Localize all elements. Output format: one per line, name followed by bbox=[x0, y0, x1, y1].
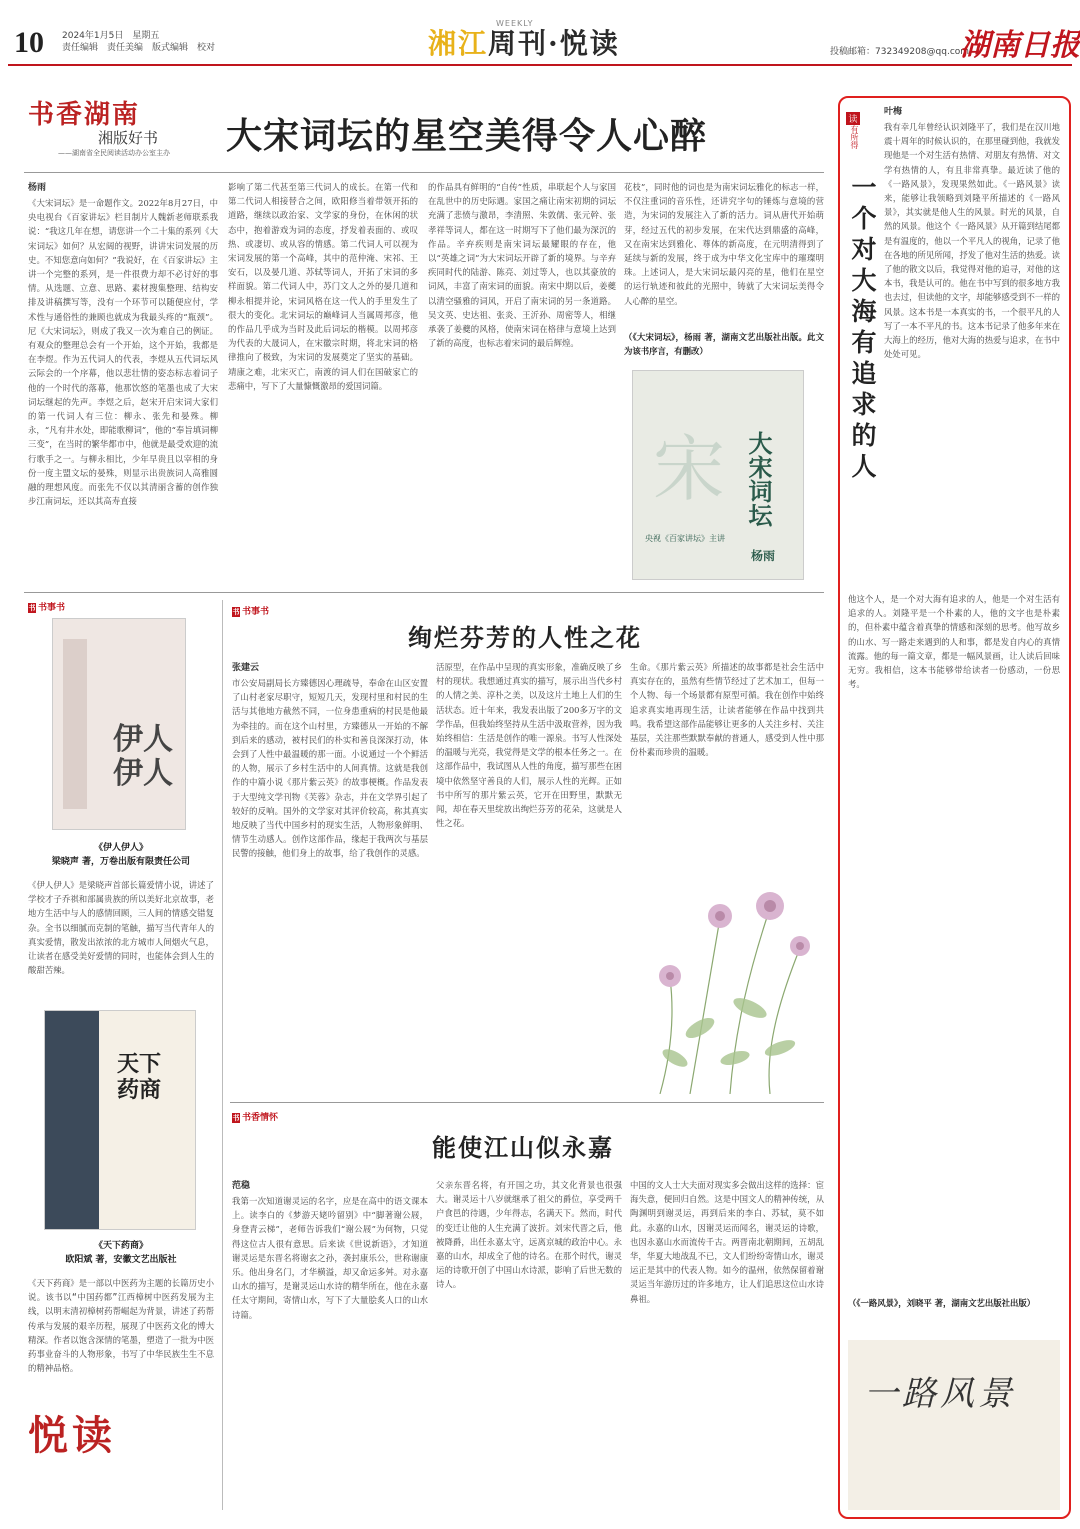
article1-col1: 《大宋词坛》是一命题作文。2022年8月27日，中央电视台《百家讲坛》栏目制片人魏新老师联系我说：“我这几年在想，请您讲一个二十集的系列《大宋词坛》如何？从宏阔的视野，讲讲宋词发展的历史。不知您意向如何？”我说好，在《百家讲坛》主讲一个完整的系列，是一件很费力却不必讨好的事情。从选题、立意、思路、素材搜集整理、结构安排及讲稿撰写等，没有一个环节可以随便应付，学术性与通俗性的兼顾也就成为我最头疼的“瓶颈”。尼《大宋词坛》，则成了我又一次为难自己的例证。有观众的整理总会有一个开始，这个开始，我都是在李煜。作为五代词人的代表，李煜从五代词坛风云际会的一个序幕，他以悲壮情的姿态标志着词子他的一个时代的落幕，他那饮悠的笔墨也成了大宋词坛继起的先声。李煜之后，赵宋开启宋词大家们的第一代词人有三位：柳永、张先和晏殊。柳永，“凡有井水处，即能歌柳词”，他的“奉旨填词柳三变”，在当时的繁华都市中，他就是最受欢迎的流行歌手之一。与柳永相比，少年早贵且以宰相的身份一度主盟文坛的晏殊，则显示出贵族词人高雅圆融的理想风度。而张先不仅以其清丽含蓄的创作独步江南词坛，还以其高寿直接 bbox=[28, 198, 218, 507]
book2-caption-pub: 欧阳斌 著，安徽文艺出版社 bbox=[65, 1255, 177, 1265]
article4-tag-b: 有所得 bbox=[850, 125, 859, 149]
article1-col4: 花枝”，同时他的词也是为南宋词坛雅化的标志一样，不仅注重词的音乐性，还讲究字句的锤炼与意境的营造，为宋词的发展注入了新的活力。词从唐代开始萌芽，经过五代的初步发展，在宋代达到鼎盛的高峰，又在南宋达到雅化、尊体的新高度，在元明清得到了延续与新的发展，终于成为中华文化宝库中的璀璨明珠。上述词人，是大宋词坛最闪亮的星，他们在星空的运行轨迹和彼此的光照中，铸就了大宋词坛美得令人心醉的星空。 bbox=[624, 182, 824, 306]
book-cover-dasong-glyph: 宋 bbox=[653, 427, 726, 511]
book-cover-yaoshang-band bbox=[45, 1011, 99, 1229]
article4-tag-a: 读 bbox=[846, 112, 860, 125]
article2-bottom-rule bbox=[230, 1102, 824, 1103]
reading-logo-sub: 湘版好书 bbox=[98, 129, 159, 147]
book-cover-yilu-title: 一路风景 bbox=[864, 1374, 1016, 1414]
header-contact: 投稿邮箱：732349208@qq.com bbox=[830, 47, 970, 57]
article2-byline: 张建云 bbox=[232, 663, 260, 673]
article1-byline: 杨雨 bbox=[28, 183, 47, 193]
article3-headline: 能使江山似永嘉 bbox=[432, 1133, 614, 1162]
book-cover-dasong bbox=[632, 370, 804, 580]
article3-col1: 我第一次知道谢灵运的名字，应是在高中的语文课本上。读李白的《梦游天姥吟留别》中“脚著谢公屐，身登青云梯”，老师告诉我们“谢公屐”为何物，只觉得这位古人很有意思。后来读《世说新语》，才知道谢灵运是东晋名将谢玄之孙，袭封康乐公，世称谢康乐。他出身名门，才华横溢，却又命运多舛。对永嘉山水的描写，是谢灵运山水诗的精华所在，他在永嘉任太守期间，寄情山水，写下了大量脍炙人口的山水诗篇。 bbox=[232, 1196, 428, 1320]
article2-col1: 市公安局副局长方臻德因心理疏导，奉命在山区安置了山村老家尽职守，短短几天，发现村里和村民的生活与其他地方截然不同，一位身患重病的村民是他最为牵挂的。而在这个山村里，方臻德从一开始的不解到后来的感动，被村民们的朴实和善良深深打动，体会到了人性中最温暖的那一面。小说通过一个个鲜活的人物，展示了乡村生活中的人间真情。这就是我创作的中篇小说《那片紫云英》的故事梗概。作品发表于大型纯文学刊物《芙蓉》杂志，并在文学界引起了较好的反响。国外的文学家对其评价较高，称其真实地反映了当代中国乡村的现实生活，人物形象鲜明、情节生动感人。创作这部作品，缘起于我两次与基层民警的接触，他们身上的故事，给了我创作的灵感。 bbox=[232, 678, 428, 859]
article3-col3: 中国的文人士大夫面对现实多会做出这样的选择：宦海失意，便回归自然。这是中国文人的精神传统，从陶渊明到谢灵运，再到后来的李白、苏轼，莫不如此。永嘉的山水，因谢灵运而闻名，谢灵运的诗歌，也因永嘉山水而流传千古。两晋南北朝期间，五胡乱华，华夏大地战乱不已，文人们纷纷寄情山水，谢灵运正是其中的代表人物。如今的温州，依然保留着谢灵运当年游历过的许多地方，让人们追思这位山水诗鼻祖。 bbox=[630, 1180, 824, 1304]
flower-illustration-svg bbox=[630, 858, 826, 1094]
yuedu-footer-text: 悦读 bbox=[28, 1412, 116, 1459]
article1-col3: 的作品具有鲜明的“自传”性质，串联起个人与家国在乱世中的历史际遇。家国之痛让南宋初期的词坛充满了悲愤与激昂，李清照、朱敦儒、张元幹、张孝祥等词人，都在这一时期写下了他们最为深沉的作品。辛弃疾则是南宋词坛最耀眼的存在，他以“英雄之词”为大宋词坛开辟了新的境界。与辛弃疾同时代的陆游、陈亮、刘过等人，也以其豪放的词风，丰富了南宋词的面貌。南宋中期以后，姜夔以清空骚雅的词风，开启了南宋词的另一条道路。吴文英、史达祖、张炎、王沂孙、周密等人，相继承袭了姜夔的风格，使南宋词在格律与意境上达到了新的高度，也标志着宋词的最后辉煌。 bbox=[428, 182, 616, 349]
newspaper-logo: 湖南日报 bbox=[960, 28, 1080, 63]
reading-logo bbox=[28, 94, 198, 164]
page-number: 10 bbox=[14, 26, 44, 59]
header-rule bbox=[8, 64, 1072, 66]
header-date: 2024年1月5日 星期五 bbox=[62, 31, 160, 41]
book-cover-yaoshang-title: 天下药商 bbox=[117, 1051, 162, 1103]
book-cover-yaoshang bbox=[44, 1010, 196, 1230]
header-meta bbox=[62, 30, 222, 54]
article4-text-bottom: 他这个人，是一个对大海有追求的人，他是一个对生活有追求的人。刘隆平是一个朴素的人，他的文字也是朴素的，但朴素中蕴含着真挚的情感和深刻的思考。他写故乡的山水、写一路走来遇到的人和事，都是发自内心的真情流露。他的每一篇文章，都是一幅风景画，让人读后回味无穷。我相信，这本书能够带给读者一份感动，一份思考。 bbox=[848, 594, 1060, 690]
article1-book-note: （《大宋词坛》，杨雨 著，湖南文艺出版社出版。此文为该书序言，有删改） bbox=[624, 332, 824, 357]
flower-illustration bbox=[630, 858, 826, 1094]
article3-byline: 范稳 bbox=[232, 1181, 251, 1191]
book-cover-dasong-title: 大宋词坛 bbox=[744, 431, 773, 527]
book2-caption-title: 《天下药商》 bbox=[93, 1241, 148, 1251]
sidebar-tag: 书 书事书 bbox=[28, 603, 66, 613]
book1-caption-title: 《伊人伊人》 bbox=[93, 843, 148, 853]
book-cover-yiren-title: 伊人伊人 bbox=[113, 722, 173, 791]
banner-rule bbox=[24, 172, 824, 173]
section-title bbox=[428, 22, 620, 62]
book-cover-dasong-subtitle: 央视《百家讲坛》主讲 bbox=[645, 534, 725, 543]
reading-logo-note: ——湖南省全民阅读活动办公室主办 bbox=[58, 149, 170, 157]
article3-tag: 书 书香情怀 bbox=[232, 1113, 279, 1123]
book-cover-yiren bbox=[52, 618, 186, 830]
section-title-b: 周刊·悦读 bbox=[488, 27, 620, 60]
sidebar-divider bbox=[222, 600, 223, 1510]
book-cover-yilu bbox=[848, 1340, 1060, 1510]
book1-caption-pub: 梁晓声 著，万卷出版有限责任公司 bbox=[51, 857, 191, 867]
book1-description: 《伊人伊人》是梁晓声首部长篇爱情小说，讲述了学校才子乔祺和部属贵族的所以美好北京故事，老地方生活中与人的感情回顾，三人间的情感交错复杂。全书以细腻而克制的笔触，描写当代青年人的真实爱情，散发出浓浓的北方城市人间烟火气息，让读者在感受美好爱情的同时，也能体会到人生的酸甜苦辣。 bbox=[28, 880, 214, 976]
article2-headline: 绚烂芬芳的人性之花 bbox=[408, 623, 642, 652]
article4-headline: 一个对大海有追求的人 bbox=[848, 174, 877, 484]
article4-book-note: （《一路风景》，刘晓平 著，湖南文艺出版社出版） bbox=[848, 1298, 1036, 1308]
article4-tag bbox=[846, 112, 860, 149]
article2-tag: 书 书事书 bbox=[232, 607, 270, 617]
reading-logo-main: 书香湖南 bbox=[28, 100, 141, 130]
yuedu-footer-logo bbox=[28, 1404, 148, 1464]
article4-byline: 叶梅 bbox=[884, 107, 903, 117]
article1-headline: 大宋词坛的星空美得令人心醉 bbox=[226, 115, 708, 157]
article2-col3: 生命。《那片紫云英》所描述的故事都是社会生活中真实存在的，虽然有些情节经过了艺术加工，但每一个人物、每一个场景都有原型可循。我在创作中始终追求真实地再现生活，让读者能够在作品中找到共鸣。我希望这部作品能够让更多的人关注乡村、关注基层，关注那些默默奉献的普通人，感受到人性中那份朴素而珍贵的温暖。 bbox=[630, 662, 824, 758]
header-editors: 责任编辑 责任美编 版式编辑 校对 bbox=[62, 43, 216, 53]
book-cover-dasong-author: 杨雨 bbox=[751, 549, 776, 563]
header-weekly: WEEKLY bbox=[496, 19, 534, 28]
book2-description: 《天下药商》是一部以中医药为主题的长篇历史小说。该书以“中国药都”江西樟树中医药发展为主线，以明末清初樟树药帮崛起为背景，讲述了药帮传承与发展的艰辛历程，展现了中医药文化的博大精深。作者以饱含深情的笔墨，塑造了一批为中医药事业奋斗的人物形象，书写了中华民族生生不息的精神品格。 bbox=[28, 1278, 214, 1374]
article3-col2: 父亲东晋名将，有开国之功，其文化背景也很强大。谢灵运十八岁就继承了祖父的爵位，享受两千户食邑的待遇，少年得志，名满天下。然而，时代的变迁让他的人生充满了波折。刘宋代晋之后，他被降爵，出任永嘉太守，远离京城的政治中心。永嘉的山水，却成全了他的诗名。在那个时代，谢灵运的诗歌开创了中国山水诗派，影响了后世无数的诗人。 bbox=[436, 1180, 622, 1290]
article1-col2: 影响了第二代甚至第三代词人的成长。在第一代和第二代词人相接替合之间，欧阳修当着带领开拓的道路，继续以政治家、文学家的身份，在休闲的状态中，抱着游戏为词的态度，抒发着表面的、或叹热、或凄切、或从容的情感。第二代词人可以视为宋词发展的第一个高峰，其中的范仲淹、宋祁、王安石，以及晏几道、苏轼等词人，开拓了宋词的多样面貌。第二代词人中，苏门文人之外的晏几道和柳永相提并论，宋词风格在这一代人的手里发生了很大的变化。北宋词坛的巅峰词人当属周邦彦，他的作品几乎成为当时及此后词坛的楷模。以周邦彦为代表的大晟词人，在宋徽宗时期，将北宋词的格律推向了极致，为宋词的发展奠定了坚实的基础。靖康之难，北宋灭亡，南渡的词人们在国破家亡的悲痛中，写下了大量慷慨激昂的爱国词篇。 bbox=[228, 182, 418, 391]
book-cover-yiren-strip bbox=[63, 639, 87, 809]
article4-text-top: 我有幸几年曾经认识刘隆平了，我们是在汉川地震十周年的时候认识的，在那里碰到他，我就发现他是一个对生活有热情、对朋友有热情、对文学有热情的人，有且非常真挚。最近读了他的《一路风景》，发现果然如此。《一路风景》读来，能够让我领略到刘隆平所描述的《一路风景》，其实就是他人生的风景。时光的风景，自然的风景。他这个《一路风景》从开篇到结尾都是有温度的，他以一个平凡人的视角，记录了他在各地的所见所闻，抒发了他对生活的热爱。读了他的散文以后，我觉得对他的追寻，对他的这本书，我是认可的。他在书中写到的很多地方我也去过，但读他的文字，却能够感受到不一样的风景。这本书是一本真实的书，一个很平凡的人写了一本不平凡的书。这本书记录了他多年来在大海上的经历，他对大海的热爱与追求，在书中处处可见。 bbox=[884, 122, 1060, 360]
article2-col2: 活原型，在作品中呈现的真实形象，准确反映了乡村的现状。我想通过真实的描写，展示出当代乡村的人情之美、淳朴之美，以及这片土地上人们的生活状态。近十年来，我发表出版了200多万字的文学作品，但我始终坚持从生活中汲取营养，因为我始终相信：生活是创作的唯一源泉。书写人性深处的温暖与光亮，我觉得是文学的根本任务之一。在这部作品中，我试图从人性的角度，描写那些在困境中依然坚守善良的人们，展示人性的光辉。正如书中所写的那片紫云英，它开在田野里，默默无闻，却在春天里绽放出绚烂芬芳的花朵，这就是人性之花。 bbox=[436, 662, 622, 829]
section-title-a: 湘江 bbox=[428, 27, 489, 60]
article1-bottom-rule bbox=[24, 592, 824, 593]
